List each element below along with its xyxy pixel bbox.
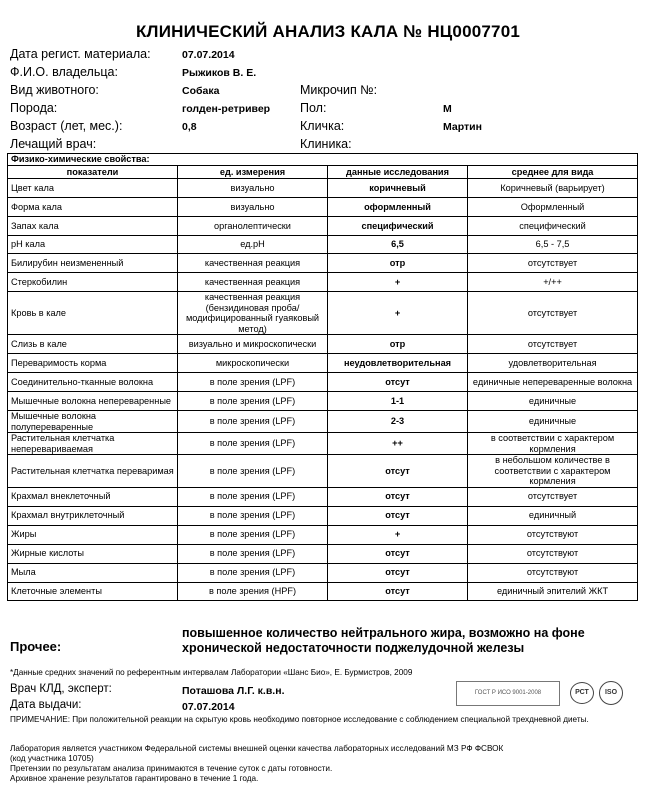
lab-note-4: Архивное хранение результатов гарантировано в течение 1 года. bbox=[10, 774, 259, 783]
sex-value: М bbox=[443, 103, 452, 115]
cell-parameter: Слизь в кале bbox=[8, 335, 178, 354]
table-row bbox=[8, 392, 638, 411]
cell-reference: единичный эпителий ЖКТ bbox=[468, 582, 638, 600]
table-row bbox=[8, 335, 638, 354]
cell-parameter: Жиры bbox=[8, 525, 178, 544]
cell-result: + bbox=[328, 292, 468, 335]
age-label: Возраст (лет, мес.): bbox=[10, 119, 123, 133]
cert-text: ГОСТ Р ИСО 9001-2008 bbox=[474, 690, 542, 696]
cell-parameter: Клеточные элементы bbox=[8, 582, 178, 600]
iso-logo: ISO bbox=[599, 681, 623, 705]
column-header: данные исследования bbox=[328, 166, 468, 179]
cell-reference: в соответствии с характером кормления bbox=[468, 433, 638, 455]
cell-reference: единичные bbox=[468, 411, 638, 433]
table-row bbox=[8, 525, 638, 544]
cell-unit: в поле зрения (LPF) bbox=[178, 433, 328, 455]
cell-unit: в поле зрения (LPF) bbox=[178, 525, 328, 544]
cell-result: отсут bbox=[328, 455, 468, 488]
cell-unit: качественная реакция bbox=[178, 254, 328, 273]
cell-parameter: Мыла bbox=[8, 563, 178, 582]
cell-parameter: Цвет кала bbox=[8, 179, 178, 198]
owner-value: Рыжиков В. Е. bbox=[182, 67, 257, 79]
cell-reference: 6,5 - 7,5 bbox=[468, 236, 638, 254]
table-row bbox=[8, 455, 638, 488]
cell-reference: отсутствуют bbox=[468, 563, 638, 582]
cell-unit: микроскопически bbox=[178, 354, 328, 373]
cell-parameter: Мышечные волокна полупереваренные bbox=[8, 411, 178, 433]
table-row bbox=[8, 563, 638, 582]
table-row bbox=[8, 198, 638, 217]
chip-label: Микрочип №: bbox=[300, 83, 378, 97]
species-value: Собака bbox=[182, 85, 220, 97]
doctor-label: Лечащий врач: bbox=[10, 137, 97, 151]
cell-unit: органолептически bbox=[178, 217, 328, 236]
cell-unit: качественная реакция (бензидиновая проба/модифицированный гуаяковый метод) bbox=[178, 292, 328, 335]
cell-result: + bbox=[328, 525, 468, 544]
cell-unit: в поле зрения (LPF) bbox=[178, 487, 328, 506]
column-header: среднее для вида bbox=[468, 166, 638, 179]
cell-unit: в поле зрения (LPF) bbox=[178, 392, 328, 411]
cell-parameter: Соединительно-тканные волокна bbox=[8, 373, 178, 392]
cell-reference: единичные bbox=[468, 392, 638, 411]
cell-parameter: pH кала bbox=[8, 236, 178, 254]
cell-reference: отсутствуют bbox=[468, 525, 638, 544]
cell-result: специфический bbox=[328, 217, 468, 236]
cell-parameter: Жирные кислоты bbox=[8, 544, 178, 563]
cell-parameter: Переваримость корма bbox=[8, 354, 178, 373]
cell-result: оформленный bbox=[328, 198, 468, 217]
expert-label: Врач КЛД, эксперт: bbox=[10, 683, 112, 695]
cell-result: отр bbox=[328, 335, 468, 354]
table-row bbox=[8, 236, 638, 254]
cell-parameter: Крахмал внеклеточный bbox=[8, 487, 178, 506]
issue-date-value: 07.07.2014 bbox=[182, 701, 235, 713]
cell-reference: единичный bbox=[468, 506, 638, 525]
cell-unit: в поле зрения (LPF) bbox=[178, 455, 328, 488]
table-header-row bbox=[8, 166, 638, 179]
cell-reference: отсутствует bbox=[468, 335, 638, 354]
cell-unit: в поле зрения (LPF) bbox=[178, 544, 328, 563]
certification-stamp bbox=[456, 681, 560, 706]
cell-result: 2-3 bbox=[328, 411, 468, 433]
lab-note-1: Лаборатория является участником Федеральной системы внешней оценки качества лабораторных исследований МЗ РФ ФСВОК bbox=[10, 744, 504, 753]
cell-parameter: Запах кала bbox=[8, 217, 178, 236]
cell-result: отсут bbox=[328, 544, 468, 563]
cell-unit: качественная реакция bbox=[178, 273, 328, 292]
cell-reference: единичные непереваренные волокна bbox=[468, 373, 638, 392]
breed-label: Порода: bbox=[10, 101, 58, 115]
cell-result: коричневый bbox=[328, 179, 468, 198]
table-row bbox=[8, 373, 638, 392]
results-table bbox=[7, 153, 638, 601]
pet-name-value: Мартин bbox=[443, 121, 482, 133]
cell-unit: в поле зрения (LPF) bbox=[178, 373, 328, 392]
cell-result: 1-1 bbox=[328, 392, 468, 411]
cell-result: отсут bbox=[328, 487, 468, 506]
other-text: повышенное количество нейтрального жира, возможно на фоне хронической недостаточности поджелудочной железы bbox=[182, 626, 585, 655]
table-row bbox=[8, 273, 638, 292]
cell-reference: +/++ bbox=[468, 273, 638, 292]
cell-unit: в поле зрения (LPF) bbox=[178, 563, 328, 582]
reference-note: *Данные средних значений по референтным интервалам Лаборатории «Шанс Био», Е. Бурмистров, 2009 bbox=[10, 668, 413, 677]
cell-parameter: Кровь в кале bbox=[8, 292, 178, 335]
reg-date-value: 07.07.2014 bbox=[182, 49, 235, 61]
cell-reference: отсутствуют bbox=[468, 544, 638, 563]
other-label: Прочее: bbox=[10, 639, 62, 654]
cell-parameter: Форма кала bbox=[8, 198, 178, 217]
cell-result: отсут bbox=[328, 373, 468, 392]
cell-unit: визуально bbox=[178, 179, 328, 198]
table-row bbox=[8, 217, 638, 236]
section-title: Физико-химические свойства: bbox=[8, 154, 638, 166]
table-row bbox=[8, 411, 638, 433]
table-row bbox=[8, 354, 638, 373]
rst-logo: РСТ bbox=[570, 682, 594, 704]
lab-note-2: (код участника 10705) bbox=[10, 754, 94, 763]
page-title: КЛИНИЧЕСКИЙ АНАЛИЗ КАЛА № НЦ0007701 bbox=[135, 22, 520, 41]
cell-reference: отсутствует bbox=[468, 254, 638, 273]
pet-name-label: Кличка: bbox=[300, 119, 345, 133]
owner-label: Ф.И.О. владельца: bbox=[10, 65, 118, 79]
cell-unit: визуально bbox=[178, 198, 328, 217]
remark-note: ПРИМЕЧАНИЕ: При положительной реакции на скрытую кровь необходимо повторное исследование с соблюдением специальной трехдневной диеты. bbox=[10, 715, 589, 724]
age-value: 0,8 bbox=[182, 121, 197, 133]
cell-unit: в поле зрения (LPF) bbox=[178, 506, 328, 525]
cell-parameter: Растительная клетчатка переваримая bbox=[8, 455, 178, 488]
expert-value: Поташова Л.Г. к.в.н. bbox=[182, 685, 285, 697]
cell-result: отр bbox=[328, 254, 468, 273]
table-row bbox=[8, 544, 638, 563]
issue-date-label: Дата выдачи: bbox=[10, 699, 82, 711]
cell-reference: Коричневый (варьирует) bbox=[468, 179, 638, 198]
sex-label: Пол: bbox=[300, 101, 327, 115]
cell-unit: ед.pH bbox=[178, 236, 328, 254]
table-row bbox=[8, 433, 638, 455]
cell-reference: специфический bbox=[468, 217, 638, 236]
cell-result: отсут bbox=[328, 563, 468, 582]
cell-reference: удовлетворительная bbox=[468, 354, 638, 373]
table-row bbox=[8, 254, 638, 273]
table-row bbox=[8, 179, 638, 198]
cell-reference: отсутствует bbox=[468, 292, 638, 335]
table-row bbox=[8, 582, 638, 600]
species-label: Вид животного: bbox=[10, 83, 99, 97]
column-header: показатели bbox=[8, 166, 178, 179]
cell-result: неудовлетворительная bbox=[328, 354, 468, 373]
table-row bbox=[8, 487, 638, 506]
cell-reference: отсутствует bbox=[468, 487, 638, 506]
cell-result: + bbox=[328, 273, 468, 292]
breed-value: голден-ретривер bbox=[182, 103, 271, 115]
cell-parameter: Мышечные волокна непереваренные bbox=[8, 392, 178, 411]
cell-reference: в небольшом количестве в соответствии с характером кормления bbox=[468, 455, 638, 488]
lab-note-3: Претензии по результатам анализа принимаются в течение суток с даты готовности. bbox=[10, 764, 333, 773]
cell-unit: визуально и микроскопически bbox=[178, 335, 328, 354]
cell-parameter: Билирубин неизмененный bbox=[8, 254, 178, 273]
cell-result: отсут bbox=[328, 582, 468, 600]
cell-result: отсут bbox=[328, 506, 468, 525]
table-section-row bbox=[8, 154, 638, 166]
table-row bbox=[8, 506, 638, 525]
reg-date-label: Дата регист. материала: bbox=[10, 47, 151, 61]
cell-parameter: Растительная клетчатка неперевариваемая bbox=[8, 433, 178, 455]
cell-reference: Оформленный bbox=[468, 198, 638, 217]
cell-unit: в поле зрения (HPF) bbox=[178, 582, 328, 600]
cell-parameter: Стеркобилин bbox=[8, 273, 178, 292]
cell-parameter: Крахмал внутриклеточный bbox=[8, 506, 178, 525]
cell-unit: в поле зрения (LPF) bbox=[178, 411, 328, 433]
column-header: ед. измерения bbox=[178, 166, 328, 179]
table-row bbox=[8, 292, 638, 335]
clinic-label: Клиника: bbox=[300, 137, 352, 151]
cell-result: ++ bbox=[328, 433, 468, 455]
cell-result: 6,5 bbox=[328, 236, 468, 254]
